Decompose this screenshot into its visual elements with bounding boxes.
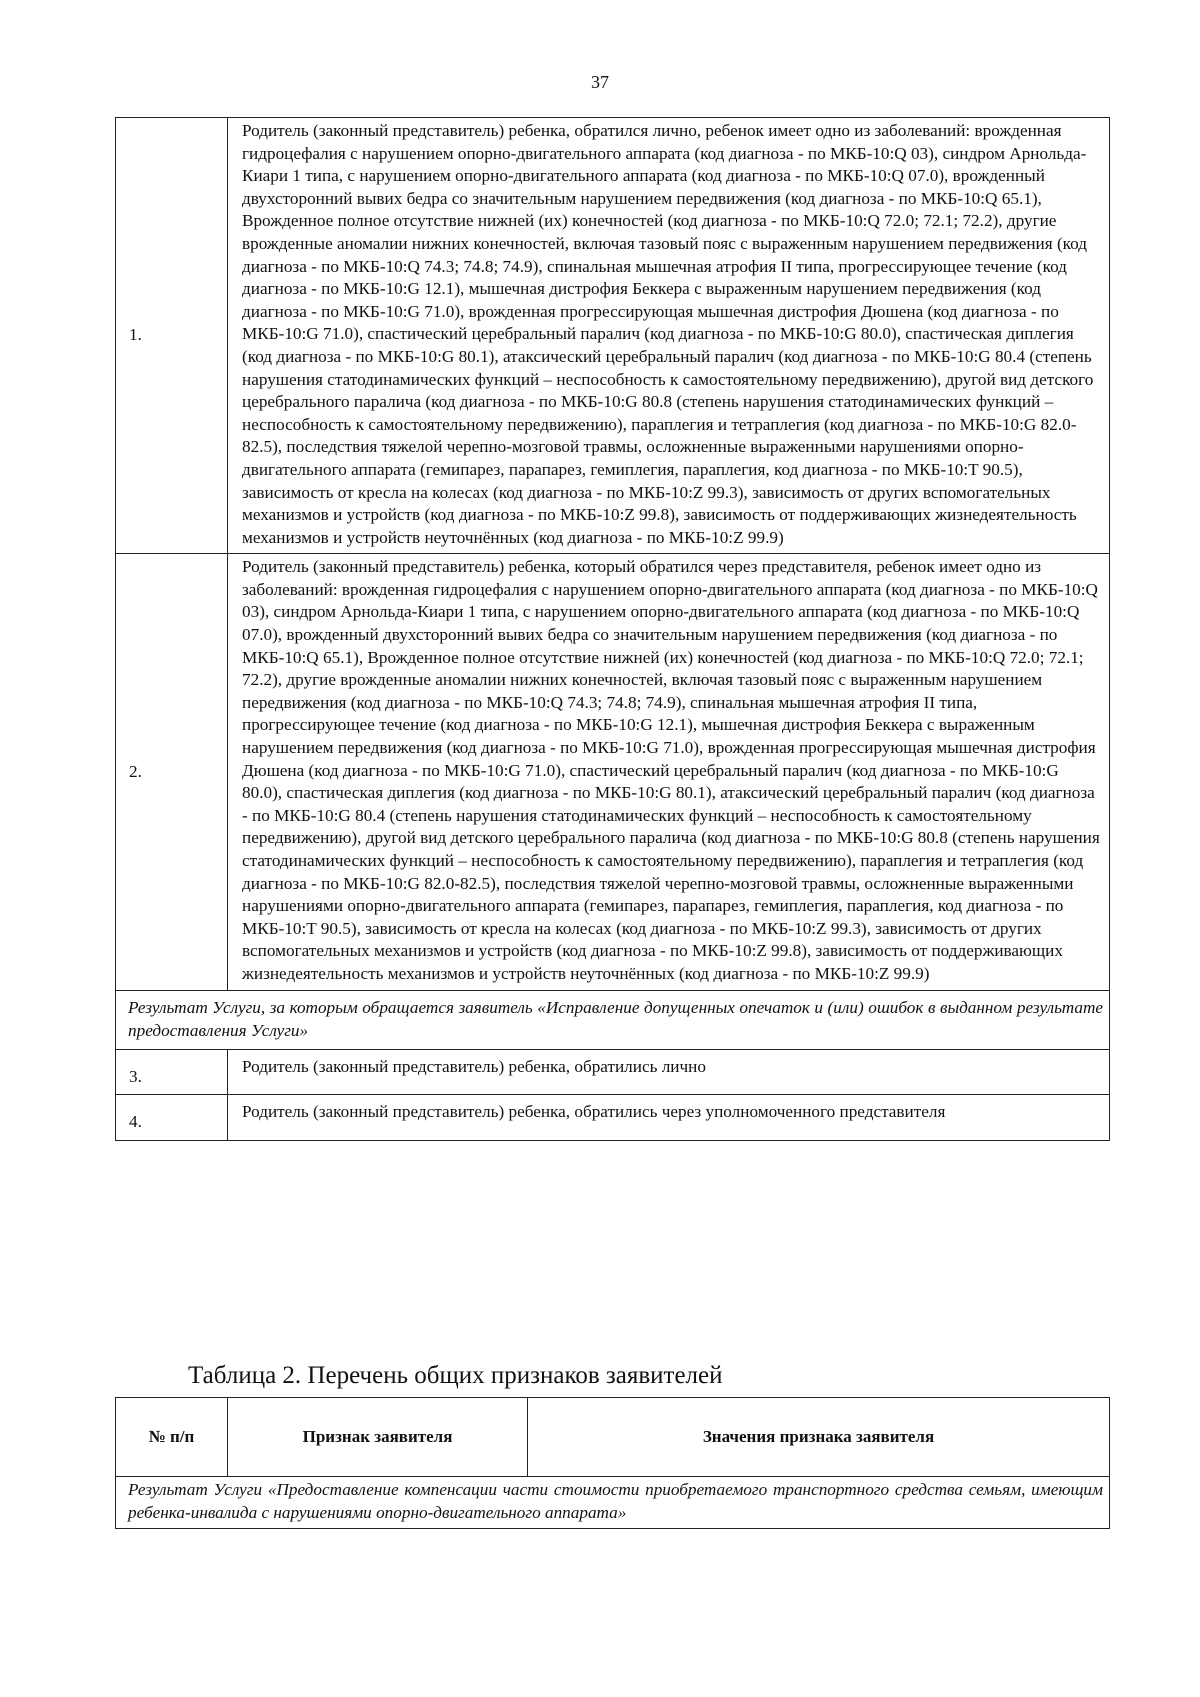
row-number: 4.	[116, 1095, 228, 1141]
column-header-values: Значения признака заявителя	[528, 1398, 1110, 1477]
row-number: 2.	[116, 554, 228, 990]
table-title: Таблица 2. Перечень общих признаков заявителей	[188, 1362, 723, 1389]
column-header-feature: Признак заявителя	[228, 1398, 528, 1477]
row-description: Родитель (законный представитель) ребенка, обратился лично, ребенок имеет одно из заболеваний: врожденная гидроцефалия с нарушением опорно-двигательного аппарата (код диагноза - по МКБ-10:Q 03), синдром Арнольда-Киари 1 типа, с нарушением опорно-двигательного аппарата (код диагноза - по МКБ-10:Q 07.0), врожденный двухсторонний вывих бедра со значительным нарушением передвижения (код диагноза - по МКБ-10:Q 65.1), Врожденное полное отсутствие нижней (их) конечностей (код диагноза - по МКБ-10:Q 72.0; 72.1; 72.2), другие врожденные аномалии нижних конечностей, включая тазовый пояс с выраженным нарушением передвижения (код диагноза - по МКБ-10:Q 74.3; 74.8; 74.9), спинальная мышечная атрофия II типа, прогрессирующее течение (код диагноза - по МКБ-10:G 12.1), мышечная дистрофия Беккера с выраженным нарушением передвижения (код диагноза - по МКБ-10:G 71.0), врожденная прогрессирующая мышечная дистрофия Дюшена (код диагноза - по МКБ-10:G 71.0), спастический церебральный паралич (код диагноза - по МКБ-10:G 80.0), спастическая диплегия (код диагноза - по МКБ-10:G 80.1), атаксический церебральный паралич (код диагноза - по МКБ-10:G 80.4 (степень нарушения статодинамических функций – неспособность к самостоятельному передвижению), другой вид детского церебрального паралича (код диагноза - по МКБ-10:G 80.8 (степень нарушения статодинамических функций – неспособность к самостоятельному передвижению), параплегия и тетраплегия (код диагноза - по МКБ-10:G 82.0-82.5), последствия тяжелой черепно-мозговой травмы, осложненные выраженными нарушениями опорно-двигательного аппарата (гемипарез, парапарез, гемиплегия, параплегия, код диагноза - по МКБ-10:T 90.5), зависимость от кресла на колесах (код диагноза - по МКБ-10:Z 99.3), зависимость от других вспомогательных механизмов и устройств (код диагноза - по МКБ-10:Z 99.8), зависимость от поддерживающих жизнедеятельность механизмов и устройств неуточнённых (код диагноза - по МКБ-10:Z 99.9)	[228, 118, 1110, 554]
row-description: Родитель (законный представитель) ребенка, который обратился через представителя, ребенок имеет одно из заболеваний: врожденная гидроцефалия с нарушением опорно-двигательного аппарата (код диагноза - по МКБ-10:Q 03), синдром Арнольда-Киари 1 типа, с нарушением опорно-двигательного аппарата (код диагноза - по МКБ-10:Q 07.0), врожденный двухсторонний вывих бедра со значительным нарушением передвижения (код диагноза - по МКБ-10:Q 65.1), Врожденное полное отсутствие нижней (их) конечностей (код диагноза - по МКБ-10:Q 72.0; 72.1; 72.2), другие врожденные аномалии нижних конечностей, включая тазовый пояс с выраженным нарушением передвижения (код диагноза - по МКБ-10:Q 74.3; 74.8; 74.9), спинальная мышечная атрофия II типа, прогрессирующее течение (код диагноза - по МКБ-10:G 12.1), мышечная дистрофия Беккера с выраженным нарушением передвижения (код диагноза - по МКБ-10:G 71.0), врожденная прогрессирующая мышечная дистрофия Дюшена (код диагноза - по МКБ-10:G 71.0), спастический церебральный паралич (код диагноза - по МКБ-10:G 80.0), спастическая диплегия (код диагноза - по МКБ-10:G 80.1), атаксический церебральный паралич (код диагноза - по МКБ-10:G 80.4 (степень нарушения статодинамических функций – неспособность к самостоятельному передвижению), другой вид детского церебрального паралича (код диагноза - по МКБ-10:G 80.8 (степень нарушения статодинамических функций – неспособность к самостоятельному передвижению), параплегия и тетраплегия (код диагноза - по МКБ-10:G 82.0-82.5), последствия тяжелой черепно-мозговой травмы, осложненные выраженными нарушениями опорно-двигательного аппарата (гемипарез, парапарез, гемиплегия, параплегия, код диагноза - по МКБ-10:T 90.5), зависимость от кресла на колесах (код диагноза - по МКБ-10:Z 99.3), зависимость от других вспомогательных механизмов и устройств (код диагноза - по МКБ-10:Z 99.8), зависимость от поддерживающих жизнедеятельность механизмов и устройств неуточнённых (код диагноза - по МКБ-10:Z 99.9)	[228, 554, 1110, 990]
table-row	[116, 1095, 1110, 1141]
row-number: 3.	[116, 1049, 228, 1095]
result-heading: Результат Услуги, за которым обращается заявитель «Исправление допущенных опечаток и (или) ошибок в выданном результате предоставления Услуги»	[116, 990, 1110, 1049]
page-number: 37	[591, 72, 609, 92]
common-features-table	[115, 1397, 1110, 1529]
applicant-variants-table	[115, 117, 1110, 1141]
table-row	[116, 1477, 1110, 1529]
result-heading: Результат Услуги «Предоставление компенсации части стоимости приобретаемого транспортного средства семьям, имеющим ребенка-инвалида с нарушениями опорно-двигательного аппарата»	[116, 1477, 1110, 1529]
table-header-row	[116, 1398, 1110, 1477]
column-header-number: № п/п	[116, 1398, 228, 1477]
table-row	[116, 118, 1110, 554]
table-row	[116, 554, 1110, 990]
row-description: Родитель (законный представитель) ребенка, обратились через уполномоченного представителя	[228, 1095, 1110, 1141]
table-row	[116, 1049, 1110, 1095]
row-description: Родитель (законный представитель) ребенка, обратились лично	[228, 1049, 1110, 1095]
table-row	[116, 990, 1110, 1049]
row-number: 1.	[116, 118, 228, 554]
